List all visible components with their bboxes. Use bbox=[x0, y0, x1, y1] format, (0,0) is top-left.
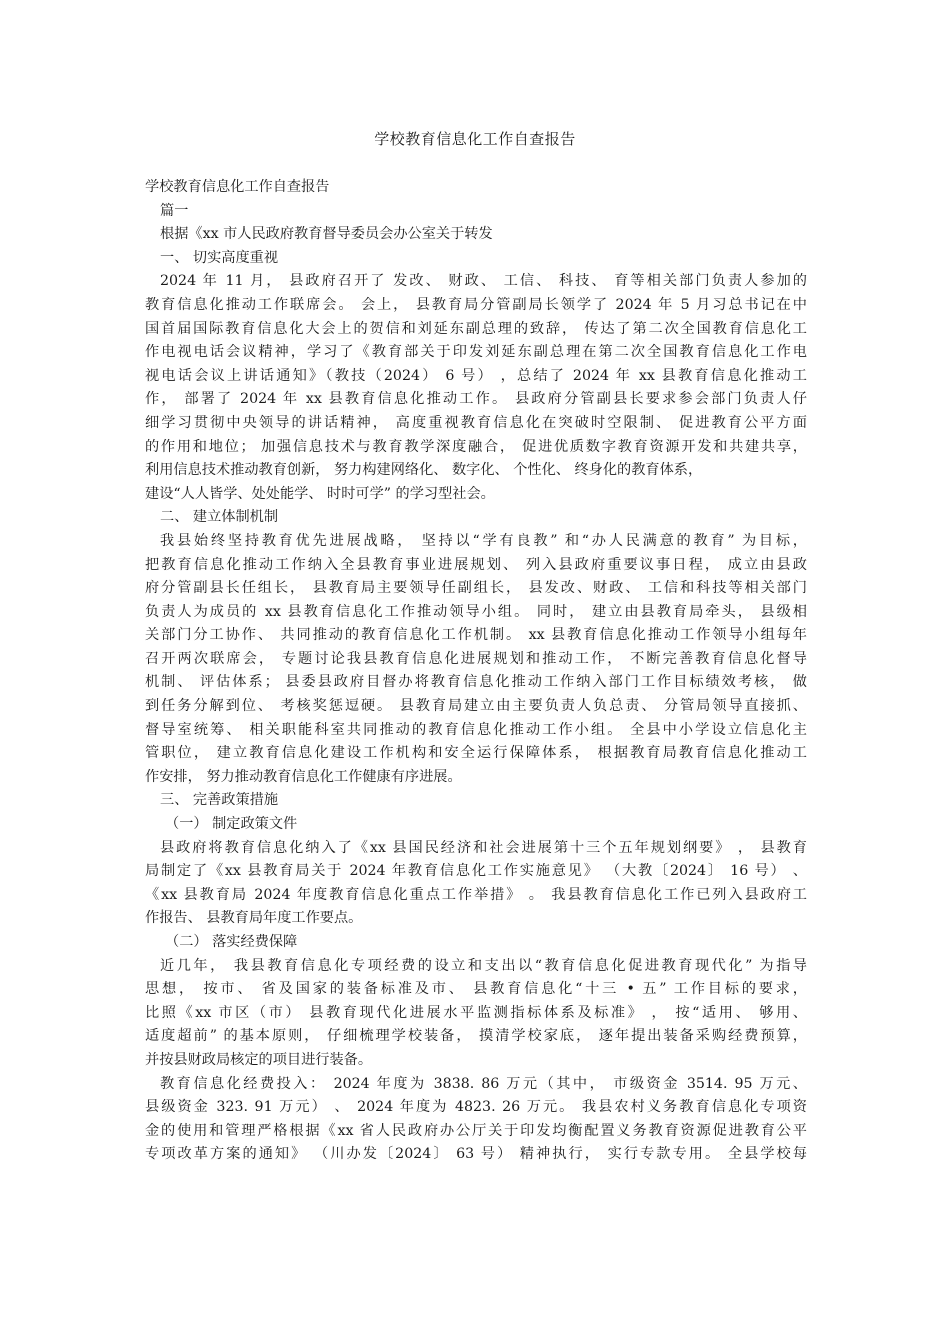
paragraph-line: 视电话会议上讲话通知》（教技（2024） 6 号） ，总结了 2024 年 xx 县教育信息化推动工 bbox=[145, 367, 807, 384]
document-title: 学校教育信息化工作自查报告 bbox=[374, 130, 576, 148]
paragraph-line: 教育信息化经费投入： 2024 年度为 3838. 86 万元（其中， 市级资金 3514. 95 万元、 bbox=[160, 1075, 807, 1092]
paragraph-line: 作报告、 县教育局年度工作要点。 bbox=[145, 910, 363, 927]
paragraph-line: 县级资金 323. 91 万元） 、 2024 年度为 4823. 26 万元。 我县农村义务教育信息化专项资 bbox=[145, 1099, 807, 1116]
paragraph-line: 适度超前” 的基本原则， 仔细梳理学校装备， 摸清学校家底， 逐年提出装备采购经费预算， bbox=[145, 1028, 807, 1045]
paragraph-line: 三、 完善政策措施 bbox=[160, 792, 279, 809]
paragraph-line: 根据《xx 市人民政府教育督导委员会办公室关于转发 bbox=[160, 226, 493, 243]
paragraph-line: 并按县财政局核定的项目进行装备。 bbox=[145, 1051, 373, 1068]
paragraph-line: 作， 部署了 2024 年 xx 县教育信息化推动工作。 县政府分管副县长要求参会部门负责人仔 bbox=[145, 391, 807, 408]
paragraph-line: 2024 年 11 月， 县政府召开了 发改、 财政、 工信、 科技、 育等相关部门负责人参加的 bbox=[160, 273, 807, 290]
paragraph-line: 县政府将教育信息化纳入了《xx 县国民经济和社会进展第十三个五年规划纲要》 ， 县教育 bbox=[160, 839, 807, 856]
paragraph-line: 比照《xx 市区（市） 县教育现代化进展水平监测指标体系及标准》 ， 按“适用、 够用、 bbox=[145, 1004, 807, 1021]
paragraph-line: 教育信息化推动工作联席会。 会上， 县教育局分管副局长领学了 2024 年 5 月习总书记在中 bbox=[145, 296, 807, 313]
paragraph-line: 督导室统筹、 相关职能科室共同推动的教育信息化推动工作小组。 全县中小学设立信息化主 bbox=[145, 721, 807, 738]
paragraph-line: 关部门分工协作、 共同推动的教育信息化工作机制。 xx 县教育信息化推动工作领导小组每年 bbox=[145, 627, 807, 644]
paragraph-line: 府分管副县长任组长， 县教育局主要领导任副组长， 县发改、财政、 工信和科技等相关部门 bbox=[145, 580, 807, 597]
paragraph-line: 我县始终坚持教育优先进展战略， 坚持以“学有良教” 和“办人民满意的教育” 为目标， bbox=[160, 532, 807, 549]
paragraph-line: 专项改革方案的通知》 （川办发〔2024〕 63 号） 精神执行， 实行专款专用。 全县学校每 bbox=[145, 1146, 807, 1163]
paragraph-line: 召开两次联席会， 专题讨论我县教育信息化进展规划和推动工作， 不断完善教育信息化督导 bbox=[145, 650, 807, 667]
paragraph-line: 国首届国际教育信息化大会上的贺信和刘延东副总理的致辞， 传达了第二次全国教育信息化工 bbox=[145, 320, 807, 337]
paragraph-line: 学校教育信息化工作自查报告 bbox=[145, 179, 330, 195]
paragraph-line: 到任务分解到位、 考核奖惩逗硬。 县教育局建立由主要负责人负总责、 分管局领导直接抓、 bbox=[145, 698, 807, 715]
paragraph-line: 一、 切实高度重视 bbox=[160, 249, 279, 266]
paragraph-line: 负责人为成员的 xx 县教育信息化工作推动领导小组。 同时， 建立由县教育局牵头， 县级相 bbox=[145, 603, 807, 620]
paragraph-line: 利用信息技术推动教育创新， 努力构建网络化、 数字化、 个性化、 终身化的教育体系， bbox=[145, 462, 703, 479]
document-body bbox=[145, 176, 807, 1167]
paragraph-line: 管职位， 建立教育信息化建设工作机构和安全运行保障体系， 根据教育局教育信息化推动工 bbox=[145, 745, 807, 762]
paragraph-line: （一） 制定政策文件 bbox=[165, 816, 298, 833]
paragraph-line: 篇一 bbox=[160, 202, 189, 219]
paragraph-line: 二、 建立体制机制 bbox=[160, 509, 279, 526]
paragraph-line: 作电视电话会议精神，学习了《教育部关于印发刘延东副总理在第二次全国教育信息化工作电 bbox=[145, 344, 807, 361]
paragraph-line: 细学习贯彻中央领导的讲话精神， 高度重视教育信息化在突破时空限制、 促进教育公平方面 bbox=[145, 414, 807, 431]
paragraph-line: 作安排， 努力推动教育信息化工作健康有序进展。 bbox=[145, 768, 462, 785]
paragraph-line: 的作用和地位； 加强信息技术与教育教学深度融合， 促进优质数字教育资源开发和共建共享， bbox=[145, 438, 807, 455]
paragraph-line: 建设“人人皆学、处处能学、 时时可学” 的学习型社会。 bbox=[145, 485, 495, 502]
paragraph-line: 《xx 县教育局 2024 年度教育信息化重点工作举措》 。 我县教育信息化工作已列入县政府工 bbox=[145, 886, 807, 903]
paragraph-line: （二） 落实经费保障 bbox=[165, 934, 298, 950]
paragraph-line: 机制、 评估体系； 县委县政府目督办将教育信息化推动工作纳入部门工作目标绩效考核， 做 bbox=[145, 674, 807, 691]
paragraph-line: 局制定了《xx 县教育局关于 2024 年教育信息化工作实施意见》 （大教〔2024〕 16 号） 、 bbox=[145, 863, 807, 880]
paragraph-line: 把教育信息化推动工作纳入全县教育事业进展规划、 列入县政府重要议事日程， 成立由县政 bbox=[145, 556, 807, 573]
paragraph-line: 思想， 按市、 省及国家的装备标准及市、 县教育信息化“十三 • 五” 工作目标的要求， bbox=[145, 981, 807, 998]
paragraph-line: 近几年， 我县教育信息化专项经费的设立和支出以“教育信息化促进教育现代化” 为指导 bbox=[160, 957, 807, 974]
paragraph-line: 金的使用和管理严格根据《xx 省人民政府办公厅关于印发均衡配置义务教育资源促进教育公平 bbox=[145, 1122, 807, 1139]
